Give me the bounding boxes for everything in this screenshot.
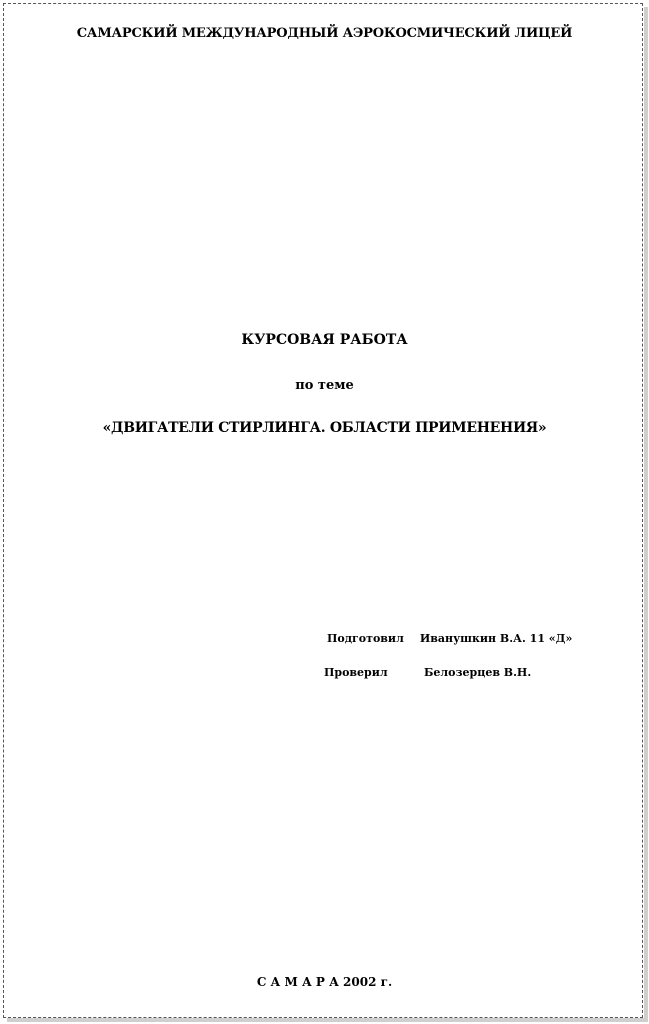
credit-checked [324,666,531,679]
topic-title: «ДВИГАТЕЛИ СТИРЛИНГА. ОБЛАСТИ ПРИМЕНЕНИЯ» [102,420,547,436]
work-type-heading: КУРСОВАЯ РАБОТА [241,332,408,348]
credit-prepared [327,632,572,645]
institution-heading: САМАРСКИЙ МЕЖДУНАРОДНЫЙ АЭРОКОСМИЧЕСКИЙ ЛИЦЕЙ [76,26,573,41]
page-shadow-bottom [7,1018,648,1022]
prepared-label: Подготовил [327,632,404,645]
prepared-author: Иванушкин В.А. 11 «Д» [419,632,573,645]
checked-reviewer: Белозерцев В.Н. [424,666,532,679]
title-page [3,3,643,1018]
topic-label: по теме [295,378,354,393]
city-year-footer: С А М А Р А 2002 г. [256,975,393,989]
page-shadow-right [644,7,648,1022]
checked-label: Проверил [324,666,388,679]
